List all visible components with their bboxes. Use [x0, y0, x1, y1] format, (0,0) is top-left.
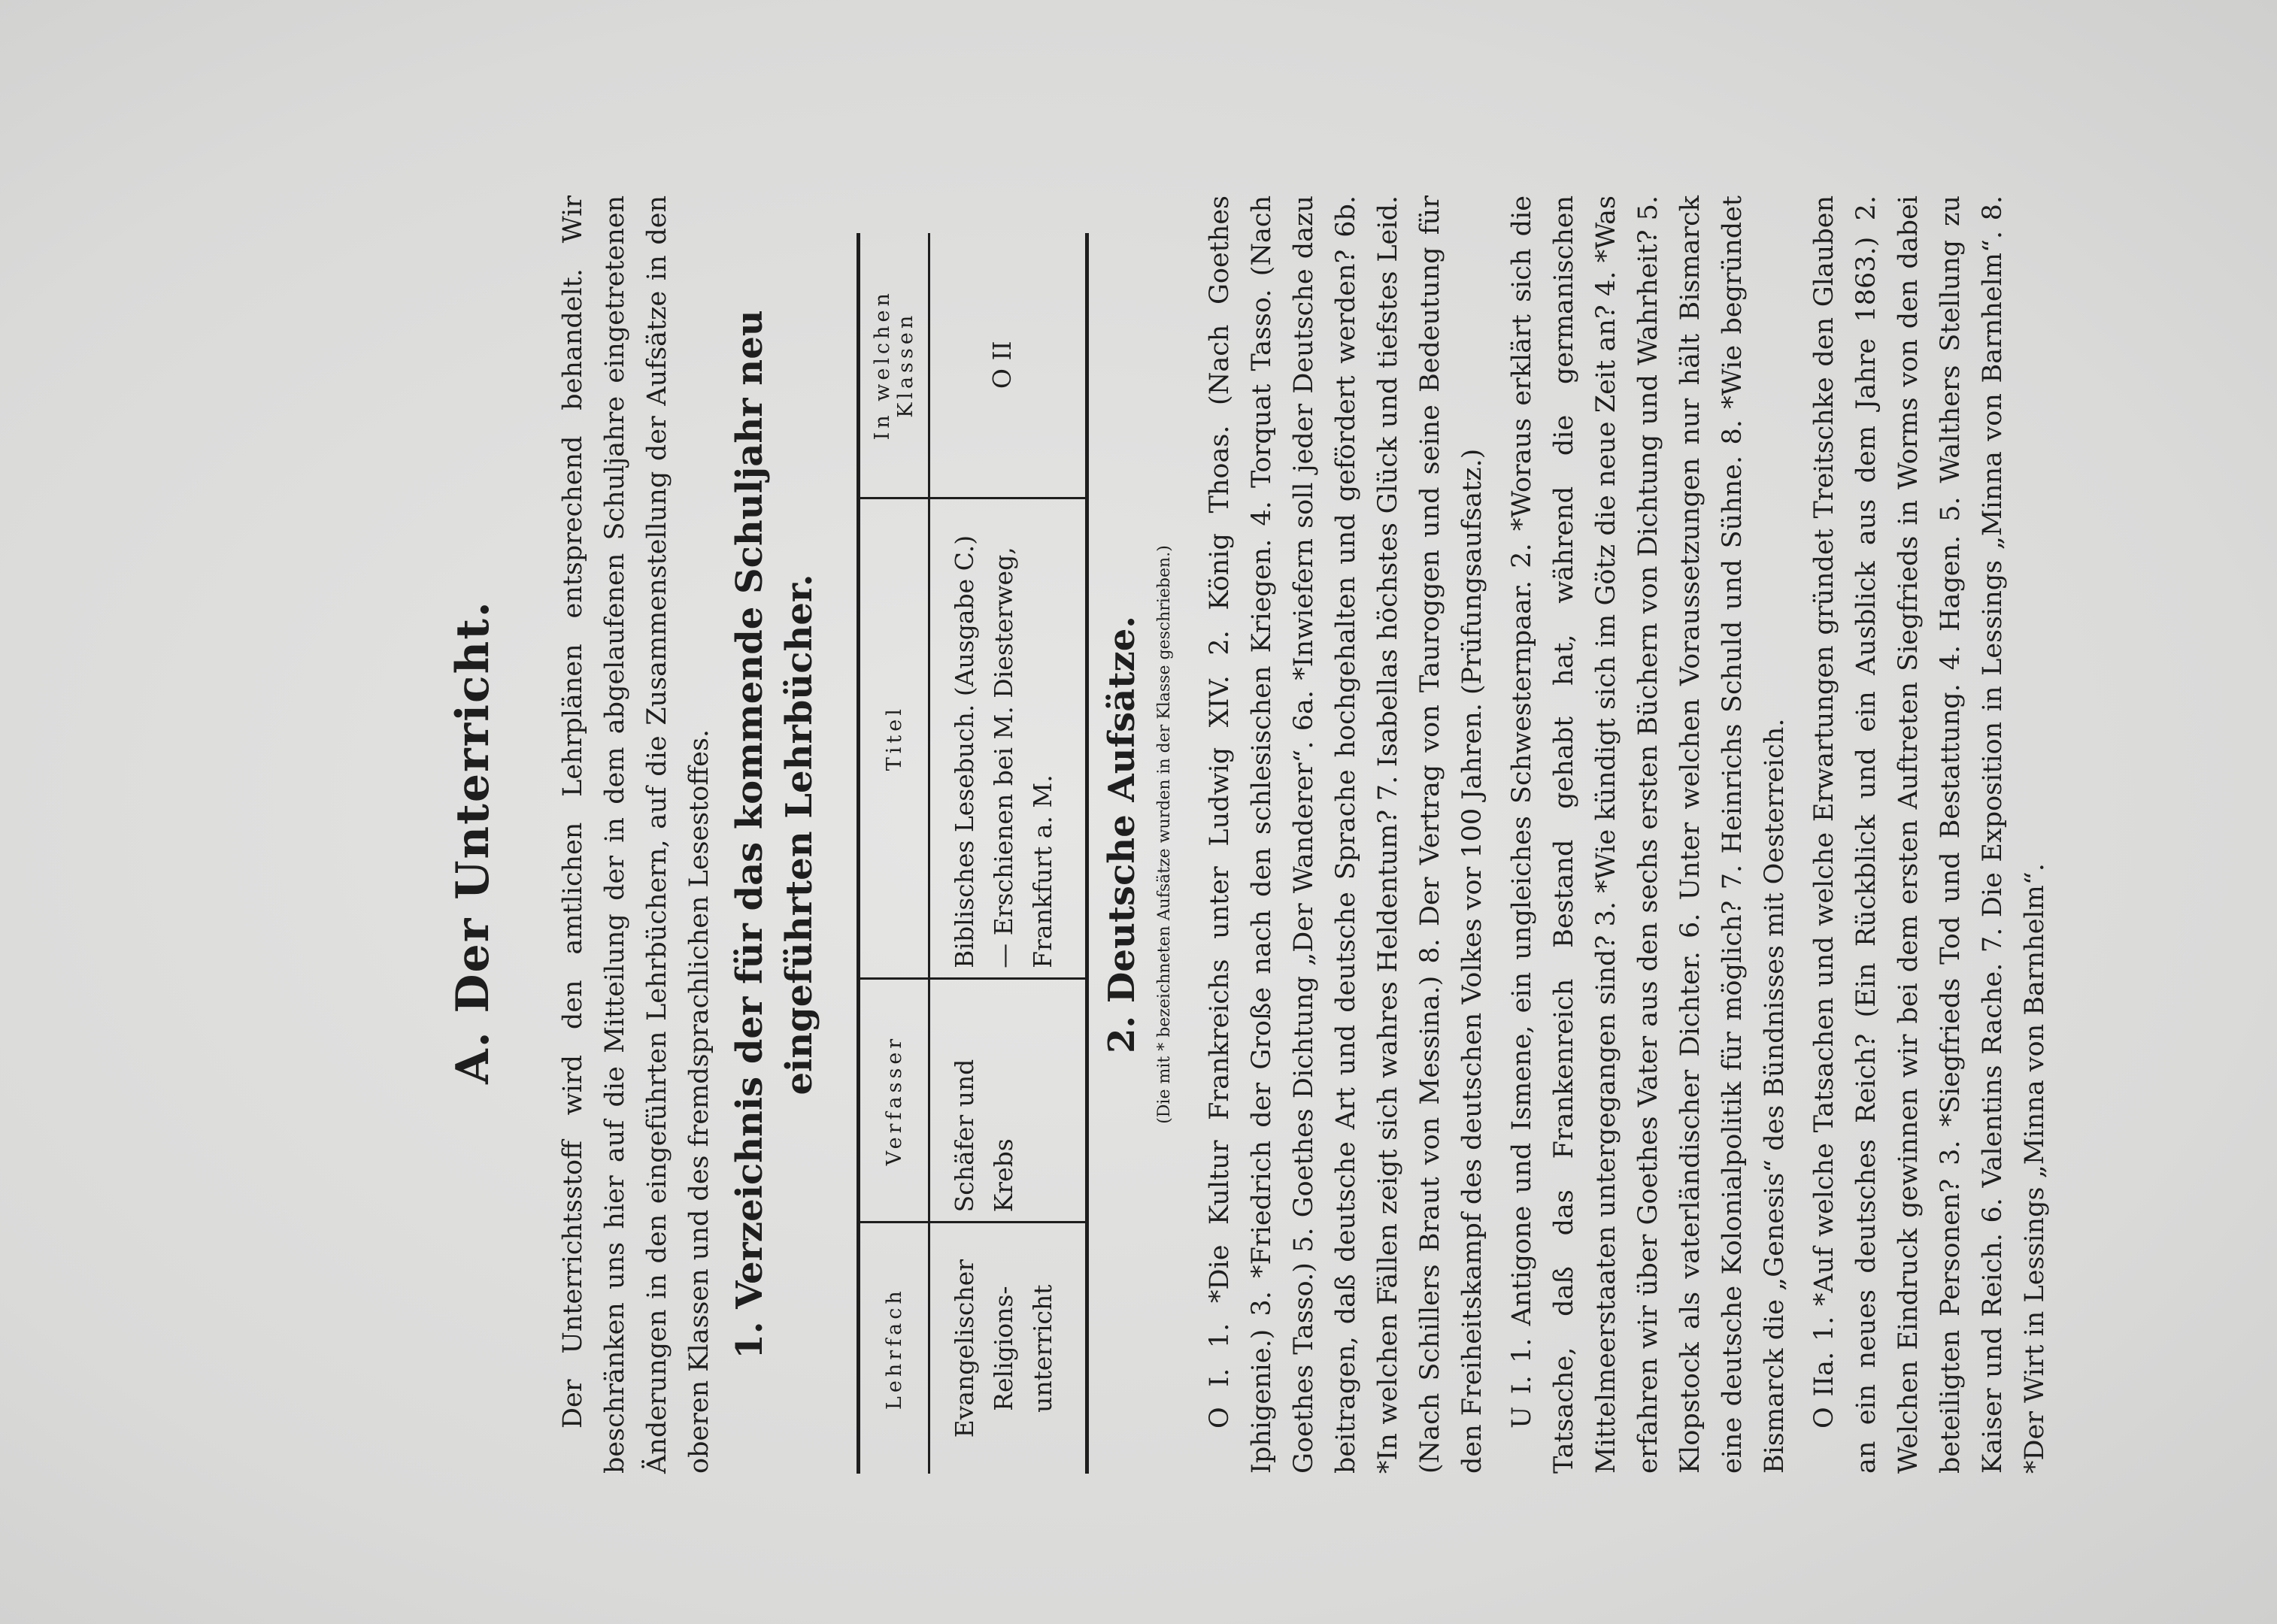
table-header-row	[859, 233, 929, 1474]
cell-classes: O II	[929, 233, 1087, 498]
cell-author: Schäfer und Krebs	[929, 978, 1087, 1223]
table-row	[929, 233, 1087, 1474]
intro-paragraph: Der Unterrichtsstoff wird den amtlichen Lehrplänen entsprechend behandelt. Wir beschränken uns hier auf die Mitteilung der in dem abgelaufenen Schuljahre eingetretenen Änderungen in den eingeführten Lehrbüchern, auf die Zusammenstellung der Aufsätze in den oberen Klassen und des fremdsprachlichen Lesestoffes.	[558, 195, 714, 1474]
essay-list	[1199, 195, 2063, 1474]
column-header-author: Verfasser	[859, 978, 929, 1223]
section-1-title: 1. Verzeichnis der für das kommende Schuljahr neu eingeführten Lehrbücher.	[729, 310, 820, 1359]
section-2-note: (Die mit * bezeichneten Aufsätze wurden in der Klasse geschrieben.)	[1155, 545, 1174, 1124]
page-heading: A. Der Unterricht.	[447, 600, 499, 1084]
essay-paragraph-u1: U I. 1. Antigone und Ismene, ein ungleiches Schwesternpaar. 2. *Woraus erklärt sich die Tatsache, daß das Frankenreich Bestand gehabt hat, während die germanischen Mittelmeerstaaten untergegangen sind? 3. *Wie kündigt sich im Götz die neue Zeit an? 4. *Was erfahren wir über Goethes Vater aus den sechs ersten Büchern von Dichtung und Wahrheit? 5. Klopstock als vaterländischer Dichter. 6. Unter welchen Voraussetzungen nur hält Bismarck eine deutsche Kolonialpolitik für möglich? 7. Heinrichs Schuld und Sühne. 8. *Wie begründet Bismarck die „Genesis“ des Bündnisses mit Oesterreich.	[1507, 195, 1790, 1474]
essay-paragraph-o1: O I. 1. *Die Kultur Frankreichs unter Ludwig XIV. 2. König Thoas. (Nach Goethes Iphigenie.) 3. *Friedrich der Große nach den schlesischen Kriegen. 4. Torquat Tasso. (Nach Goethes Tasso.) 5. Goethes Dichtung „Der Wanderer“. 6a. *Inwiefern soll jeder Deutsche dazu beitragen, daß deutsche Art und deutsche Sprache hochgehalten und gefördert werden? 6b. *In welchen Fällen zeigt sich wahres Heldentum? 7. Isabellas höchstes Glück und tiefstes Leid. (Nach Schillers Braut von Messina.) 8. Der Vertrag von Tauroggen und seine Bedeutung für den Freiheitskampf des deutschen Volkes vor 100 Jahren. (Prüfungsaufsatz.)	[1205, 195, 1487, 1474]
rotated-text-block	[432, 165, 2131, 1519]
cell-subject: Evangelischer Religions-unterricht	[929, 1223, 1087, 1474]
column-header-subject: Lehrfach	[859, 1223, 929, 1474]
textbook-table	[857, 233, 1089, 1474]
column-header-title: Titel	[859, 498, 929, 978]
cell-title: Biblisches Lesebuch. (Ausgabe C.) — Erschienen bei M. Diesterweg, Frankfurt a. M.	[929, 498, 1087, 978]
essay-paragraph-o2a: O IIa. 1. *Auf welche Tatsachen und welche Erwartungen gründet Treitschke den Glauben an ein neues deutsches Reich? (Ein Rückblick und ein Ausblick aus dem Jahre 1863.) 2. Welchen Eindruck gewinnen wir bei dem ersten Auftreten Siegfrieds in Worms von den dabei beteiligten Personen? 3. *Siegfrieds Tod und Bestattung. 4. Hagen. 5. Walthers Stellung zu Kaiser und Reich. 6. Valentins Rache. 7. Die Exposition in Lessings „Minna von Barnhelm“. 8. *Der Wirt in Lessings „Minna von Barnhelm“.	[1809, 195, 2050, 1474]
section-2-title: 2. Deutsche Aufsätze.	[1101, 615, 1143, 1054]
column-header-classes: In welchen Klassen	[859, 233, 929, 498]
